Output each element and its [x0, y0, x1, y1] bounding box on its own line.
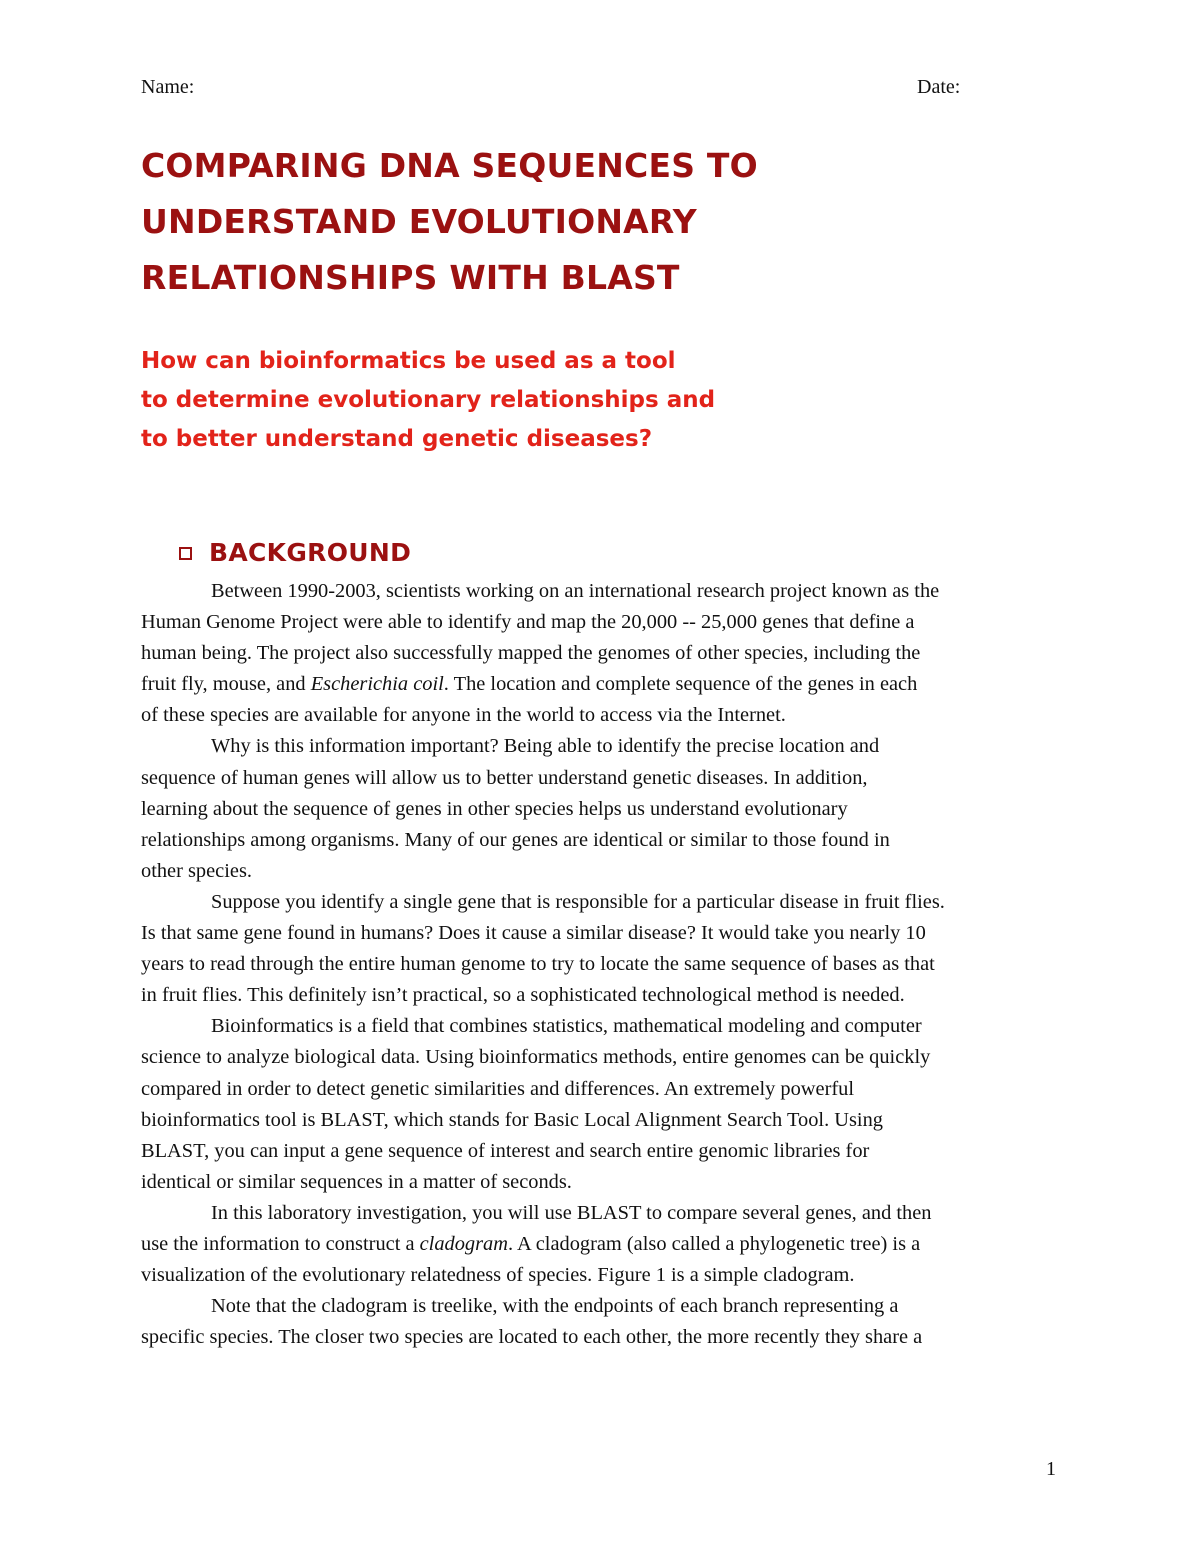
body-line: Why is this information important? Being able to identify the precise location and [211, 735, 880, 758]
body-line: sequence of human genes will allow us to better understand genetic diseases. In addition, [141, 766, 868, 789]
title-line: RELATIONSHIPS WITH BLAST [141, 258, 680, 297]
background-heading [179, 538, 411, 567]
body-line: Between 1990-2003, scientists working on an international research project known as the [211, 580, 940, 602]
body-line: years to read through the entire human genome to try to locate the same sequence of bases as that [141, 953, 935, 976]
body-line: identical or similar sequences in a matter of seconds. [141, 1170, 572, 1193]
species-name: Escherichia coil [310, 673, 444, 696]
body-line [141, 1229, 1061, 1260]
background-body [141, 576, 1061, 1353]
body-text-run: fruit fly, mouse, and [141, 673, 311, 696]
body-line [141, 669, 1061, 700]
page-number: 1 [1046, 1458, 1056, 1480]
term-cladogram: cladogram [419, 1232, 508, 1255]
body-line: Bioinformatics is a field that combines statistics, mathematical modeling and computer [211, 1015, 922, 1038]
body-line: of these species are available for anyone in the world to access via the Internet. [141, 704, 786, 727]
question-line: to determine evolutionary relationships and [141, 387, 716, 413]
body-line: Is that same gene found in humans? Does it cause a similar disease? It would take you nearly 10 [141, 922, 926, 945]
background-heading-label: BACKGROUND [209, 538, 412, 567]
body-line: compared in order to detect genetic similarities and differences. An extremely powerful [141, 1077, 855, 1100]
body-line: Note that the cladogram is treelike, with the endpoints of each branch representing a [211, 1295, 899, 1318]
title-line: UNDERSTAND EVOLUTIONARY [141, 202, 697, 241]
body-line: Human Genome Project were able to identify and map the 20,000 -- 25,000 genes that define a [141, 611, 915, 634]
name-label: Name: [141, 76, 195, 98]
body-text-run: . The location and complete sequence of the genes in each [443, 673, 918, 696]
guiding-question [141, 342, 941, 459]
body-line: BLAST, you can input a gene sequence of interest and search entire genomic libraries for [141, 1139, 870, 1162]
document-title [141, 138, 1041, 306]
question-line: How can bioinformatics be used as a tool [141, 348, 676, 374]
body-text-run: use the information to construct a [141, 1232, 420, 1255]
body-line: visualization of the evolutionary relatedness of species. Figure 1 is a simple cladogram. [141, 1264, 855, 1287]
body-line: learning about the sequence of genes in other species helps us understand evolutionary [141, 797, 848, 820]
body-line: Suppose you identify a single gene that is responsible for a particular disease in fruit flies. [211, 890, 945, 913]
body-line: bioinformatics tool is BLAST, which stands for Basic Local Alignment Search Tool. Using [141, 1108, 883, 1131]
title-line: COMPARING DNA SEQUENCES TO [141, 146, 758, 185]
checkbox-icon [179, 547, 192, 560]
body-line: science to analyze biological data. Using bioinformatics methods, entire genomes can be quickly [141, 1046, 931, 1069]
body-line: human being. The project also successfully mapped the genomes of other species, including the [141, 642, 921, 665]
question-line: to better understand genetic diseases? [141, 426, 653, 452]
body-line: other species. [141, 859, 252, 882]
body-line: relationships among organisms. Many of our genes are identical or similar to those found in [141, 828, 890, 851]
body-text-run: . A cladogram (also called a phylogenetic tree) is a [507, 1232, 921, 1255]
body-line: In this laboratory investigation, you will use BLAST to compare several genes, and then [211, 1201, 932, 1224]
body-line: in fruit flies. This definitely isn’t practical, so a sophisticated technological method is needed. [141, 984, 905, 1007]
date-label: Date: [917, 76, 961, 98]
body-line: specific species. The closer two species are located to each other, the more recently they share a [141, 1326, 923, 1349]
